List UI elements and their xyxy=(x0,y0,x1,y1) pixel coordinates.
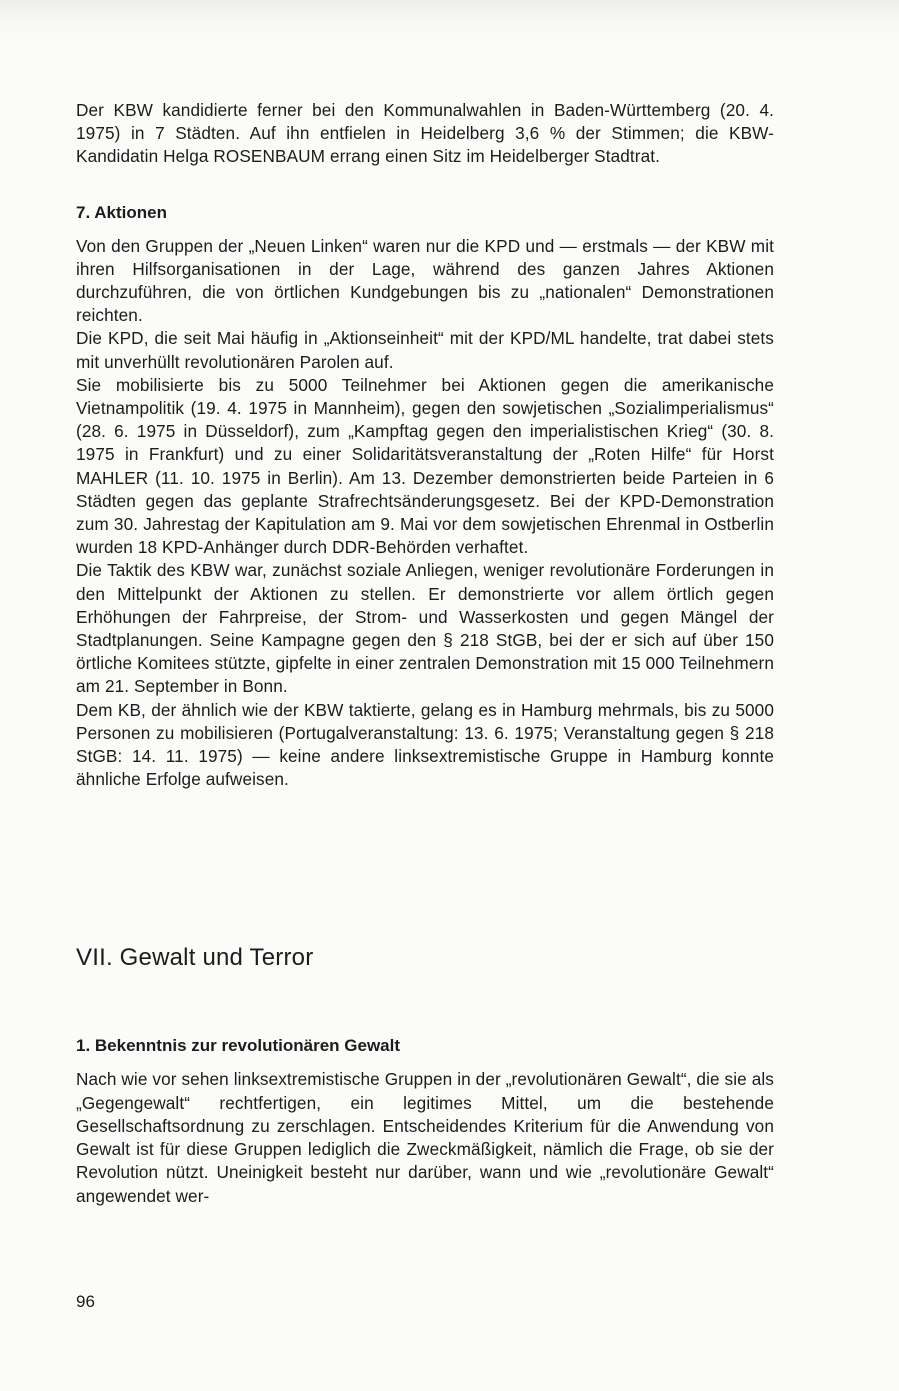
page-number: 96 xyxy=(76,1292,95,1311)
section-heading-aktionen: 7. Aktionen xyxy=(76,202,167,222)
paragraph-gewalt: Nach wie vor sehen linksextremistische Gruppen in der „revolutionären Gewalt“, die sie als „Gegengewalt“ rechtfertigen, ein legitimes Mittel, um die bestehende Gesellschaftsordnung zu zerschlagen. Entscheidendes Kriterium für die Anwendung von Gewalt ist für diese Gruppen lediglich die Zweckmäßigkeit, nämlich die Frage, ob sie der Revolution nützt. Uneinigkeit besteht nur darüber, wann und wie „revolutionäre Gewalt“ angewendet wer- xyxy=(76,1069,774,1206)
page-content xyxy=(76,99,774,1208)
paragraph-kbw-taktik: Die Taktik des KBW war, zunächst soziale Anliegen, weniger revolutionäre Forderungen in den Mittelpunkt der Aktionen zu stellen. Er demonstrierte vor allem örtlich gegen Erhöhungen der Fahrpreise, der Strom- und Wasserkosten und gegen Mängel der Stadtplanungen. Seine Kampagne gegen den § 218 StGB, bei der er sich auf über 150 örtliche Komitees stützte, gipfelte in einer zentralen Demonstration mit 15 000 Teilnehmern am 21. September in Bonn. xyxy=(76,560,774,697)
paragraph-kb-hamburg: Dem KB, der ähnlich wie der KBW taktierte, gelang es in Hamburg mehrmals, bis zu 5000 Personen zu mobilisieren (Portugalveranstaltung: 13. 6. 1975; Veranstaltung gegen § 218 StGB: 14. 11. 1975) — keine andere linksextremistische Gruppe in Hamburg konnte ähnliche Erfolge aufweisen. xyxy=(76,699,774,790)
section-heading-gewalt: 1. Bekenntnis zur revolutionären Gewalt xyxy=(76,1036,401,1056)
scan-edge xyxy=(0,0,899,40)
intro-paragraph: Der KBW kandidierte ferner bei den Kommunalwahlen in Baden-Württemberg (20. 4. 1975) in 7 Städten. Auf ihn entfielen in Heidelberg 3,6 % der Stimmen; die KBW-Kandidatin Helga ROSENBAUM errang einen Sitz im Heidelberger Stadtrat. xyxy=(76,100,774,167)
paragraph-mobilisierung: Sie mobilisierte bis zu 5000 Teilnehmer bei Aktionen gegen die amerikanische Vietnampolitik (19. 4. 1975 in Mannheim), gegen den sowjetischen „Sozialimperialismus“ (28. 6. 1975 in Düsseldorf), zum „Kampftag gegen den imperialistischen Krieg“ (30. 8. 1975 in Frankfurt) und zu einer Solidaritätsveranstaltung der „Roten Hilfe“ für Horst MAHLER (11. 10. 1975 in Berlin). Am 13. Dezember demonstrierten beide Parteien in 6 Städten gegen das geplante Strafrechtsänderungsgesetz. Bei der KPD-Demonstration zum 30. Jahrestag der Kapitulation am 9. Mai vor dem sowjetischen Ehrenmal in Ostberlin wurden 18 KPD-Anhänger durch DDR-Behörden verhaftet. xyxy=(76,374,774,558)
chapter-heading: VII. Gewalt und Terror xyxy=(76,944,314,972)
paragraph-neue-linke: Von den Gruppen der „Neuen Linken“ waren nur die KPD und — erstmals — der KBW mit ihren Hilfsorganisationen in der Lage, während des ganzen Jahres Aktionen durchzuführen, die von örtlichen Kundgebungen bis zu „nationalen“ Demonstrationen reichten. xyxy=(76,235,774,326)
paragraph-kpd: Die KPD, die seit Mai häufig in „Aktionseinheit“ mit der KPD/ML handelte, trat dabei stets mit unverhüllt revolutionären Parolen auf. xyxy=(76,328,774,372)
